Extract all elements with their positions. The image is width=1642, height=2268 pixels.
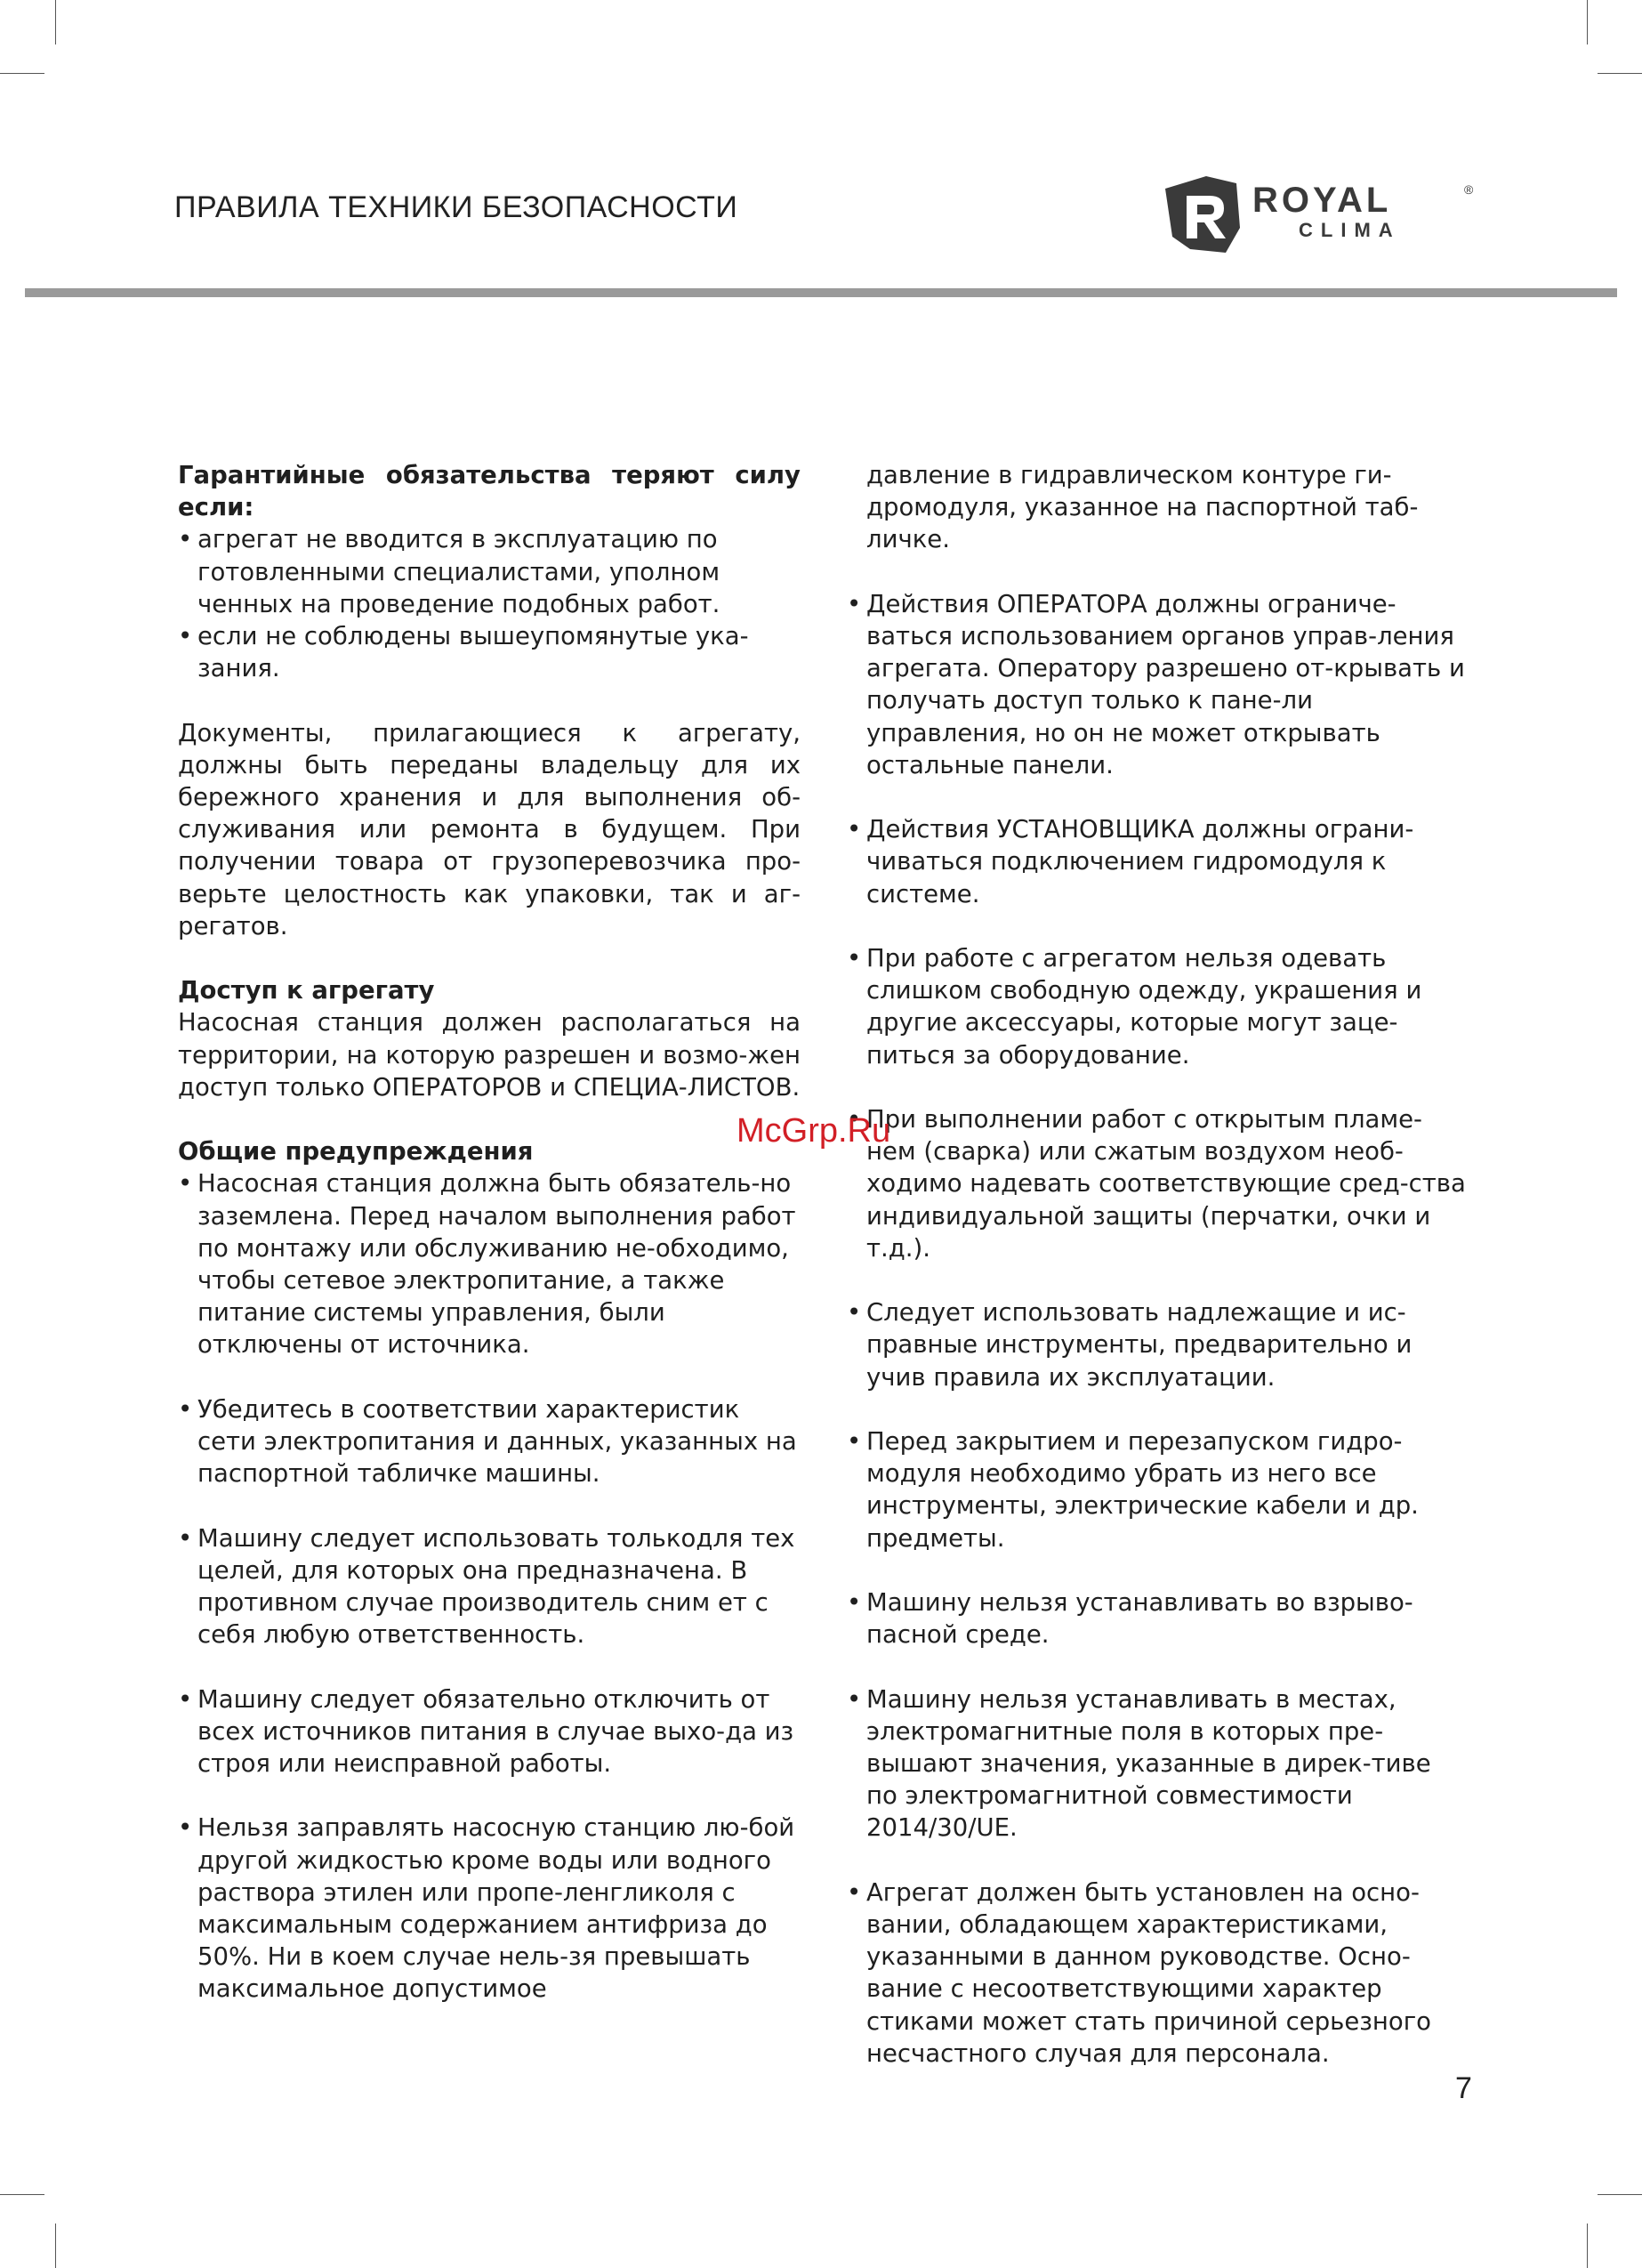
list-item: • Нельзя заправлять насосную станцию лю-бой другой жидкостью кроме воды или водного раствора этилен или пропе-ленгликоля с максимальным содержанием антифриза до 50%. Ни в коем случае нель-зя превышать максимальное допустимое [178,1812,801,2005]
list-item: • Машину нельзя устанавливать в местах, электромагнитные поля в которых пре-вышают значения, указанные в дирек-тиве по электромагнитной совместимости 2014/30/UE. [847,1683,1469,1844]
list-item: • агрегат не вводится в эксплуатацию по готовленными специалистами, уполном ченных на проведение подобных работ. [178,523,801,620]
list-item: • Машину нельзя устанавливать во взрыво-пасной среде. [847,1586,1469,1651]
crop-mark [1598,2194,1642,2195]
list-item: • Действия УСТАНОВЩИКА должны ограни-чиваться подключением гидромодуля к системе. [847,813,1469,910]
logo-text-bottom: CLIMA [1299,219,1401,241]
logo-text-top: ROYAL [1252,181,1392,220]
list-item: • Агрегат должен быть установлен на осно-вании, обладающем характеристиками, указанными в данном руководстве. Осно-вание с несоответствующими характер стиками может стать причиной серьезного несчастного случая для персонала. [847,1877,1469,2070]
list-item: • Следует использовать надлежащие и ис-правные инструменты, предварительно и учив правила их эксплуатации. [847,1296,1469,1393]
list-item: • Убедитесь в соответствии характеристик сети электропитания и данных, указанных на паспортной табличке машины. [178,1393,801,1490]
list-item: • При работе с агрегатом нельзя одевать слишком свободную одежду, украшения и другие аксессуары, которые могут заце-питься за оборудование. [847,942,1469,1071]
crop-mark [0,73,44,74]
watermark: McGrp.Ru [736,1112,891,1150]
header-divider [25,288,1617,297]
logo-registered: ® [1464,182,1474,197]
general-warnings-list [178,1167,801,2005]
list-item: • Машину следует использовать толькодля тех целей, для которых она предназначена. В противном случае производитель сним ет с себя любую ответственность. [178,1522,801,1651]
royal-clima-logo [1163,174,1475,254]
list-item: • Действия ОПЕРАТОРА должны ограниче-ваться использованием органов управ-ления агрегата. Оператору разрешено от-крывать и получать доступ только к пане-ли управления, но он не может открывать остальные панели. [847,588,1469,781]
crop-mark [1587,0,1588,44]
crop-mark [55,0,56,44]
access-heading: Доступ к агрегату [178,976,435,1005]
left-column [178,459,801,2006]
warranty-list [178,523,801,684]
crop-mark [55,2224,56,2268]
page-number: 7 [1455,2071,1472,2105]
documents-paragraph: Документы, прилагающиеся к агрегату, должны быть переданы владельцу для их бережного хранения и для выполнения об-служивания или ремонта в будущем. При получении товара от грузоперевозчика про-верьте целостность как упаковки, так и аг-регатов. [178,718,801,940]
access-paragraph: Насосная станция должен располагаться на территории, на которую разрешен и возмо-жен доступ только ОПЕРАТОРОВ и СПЕЦИА-ЛИСТОВ. [178,1008,801,1102]
page-title: ПРАВИЛА ТЕХНИКИ БЕЗОПАСНОСТИ [174,190,738,224]
list-item: • Машину следует обязательно отключить от всех источников питания в случае выхо-да из строя или неисправной работы. [178,1683,801,1780]
continued-text: давление в гидравлическом контуре ги-дромодуля, указанное на паспортной таб-личке. [866,461,1419,554]
crop-mark [1587,2224,1588,2268]
crop-mark [0,2194,44,2195]
general-heading: Общие предупреждения [178,1137,534,1166]
list-item: • При выполнении работ с открытым пламе-нем (сварка) или сжатым воздухом необ-ходимо надевать соответствующие сред-ства индивидуальной защиты (перчатки, очки и т.д.). [847,1103,1469,1264]
list-item: • Перед закрытием и перезапуском гидро-модуля необходимо убрать из него все инструменты, электрические кабели и др. предметы. [847,1425,1469,1554]
list-item: • Насосная станция должна быть обязатель-но заземлена. Перед началом выполнения работ по монтажу или обслуживанию не-обходимо, чтобы сетевое электропитание, а также питание системы управления, были отключены от источника. [178,1167,801,1360]
right-column [847,459,1469,2070]
warranty-heading: Гарантийные обязательства теряют силу если: [178,461,801,522]
list-item: • если не соблюдены вышеупомянутые ука-зания. [178,620,801,684]
crop-mark [1598,73,1642,74]
safety-list [847,588,1469,2070]
